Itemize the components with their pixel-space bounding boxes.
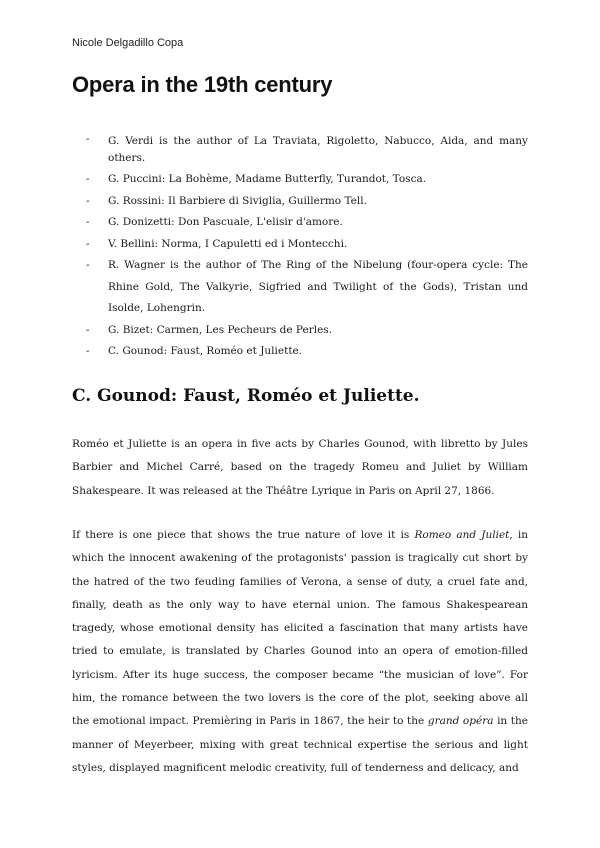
list-dash: -	[86, 133, 90, 145]
list-item-text: G. Rossini: Il Barbiere di Siviglia, Guillermo Tell.	[108, 194, 367, 207]
list-dash: -	[86, 194, 90, 207]
list-item-text: R. Wagner is the author of The Ring of the Nibelung (four-opera cycle: The Rhine Gold, The Valkyrie, Sigfried and Twilight of the Gods), Tristan und Isolde, Lohengrin.	[108, 259, 528, 314]
list-item	[86, 320, 528, 342]
body-paragraph-1: Roméo et Juliette is an opera in five acts by Charles Gounod, with libretto by Jules Barbier and Michel Carré, based on the tragedy Romeu and Juliet by William Shakespeare. It was released at the Théâtre Lyrique in Paris on April 27, 1866.	[72, 438, 528, 497]
list-item-text: V. Bellini: Norma, I Capuletti ed i Montecchi.	[108, 237, 348, 250]
list-item	[86, 212, 528, 234]
list-item-text: C. Gounod: Faust, Roméo et Juliette.	[108, 345, 303, 357]
paragraph-text: in the manner of Meyerbeer, mixing with great technical expertise the serious and light styles, displayed magnificent melodic creativity, full of tenderness and delicacy, and	[72, 715, 528, 774]
list-dash: -	[86, 323, 90, 336]
list-item	[86, 341, 528, 363]
list-item	[86, 169, 528, 191]
list-item	[86, 234, 528, 256]
list-dash: -	[86, 345, 90, 357]
list-item-text: G. Verdi is the author of La Traviata, Rigoletto, Nabucco, Aida, and many others.	[108, 135, 528, 164]
list-item	[86, 255, 528, 320]
list-item	[86, 191, 528, 213]
list-dash: -	[86, 259, 90, 271]
list-dash: -	[86, 237, 90, 250]
work-title-emphasis: Romeo and Juliet	[414, 529, 510, 541]
author-name: Nicole Delgadillo Copa	[72, 37, 184, 49]
section-heading: C. Gounod: Faust, Roméo et Juliette.	[72, 386, 420, 406]
page-title: Opera in the 19th century	[72, 72, 333, 97]
body-paragraph-2	[72, 524, 528, 780]
list-item-text: G. Donizetti: Don Pascuale, L'elisir d'amore.	[108, 216, 343, 228]
paragraph-text: If there is one piece that shows the true nature of love it is	[72, 529, 415, 541]
paragraph-text: , in which the innocent awakening of the protagonists' passion is tragically cut short by the hatred of the two feuding families of Verona, a sense of duty, a cruel fate and, finally, death as the only way to have eternal union. The famous Shakespearean tragedy, whose emotional density has elicited a fascination that many artists have tried to emulate, is translated by Charles Gounod into an opera of emotion-filled lyricism. After its huge success, the composer became “the musician of love”. For him, the romance between the two lovers is the core of the plot, seeking above all the emotional impact. Premièring in Paris in 1867, the heir to the	[72, 529, 528, 728]
list-dash: -	[86, 216, 90, 228]
list-item	[86, 131, 528, 169]
list-item-text: G. Bizet: Carmen, Les Pecheurs de Perles.	[108, 323, 333, 336]
composer-list	[86, 131, 528, 363]
list-dash: -	[86, 173, 90, 185]
list-item-text: G. Puccini: La Bohème, Madame Butterfly, Turandot, Tosca.	[108, 173, 427, 185]
genre-emphasis: grand opéra	[427, 715, 494, 728]
